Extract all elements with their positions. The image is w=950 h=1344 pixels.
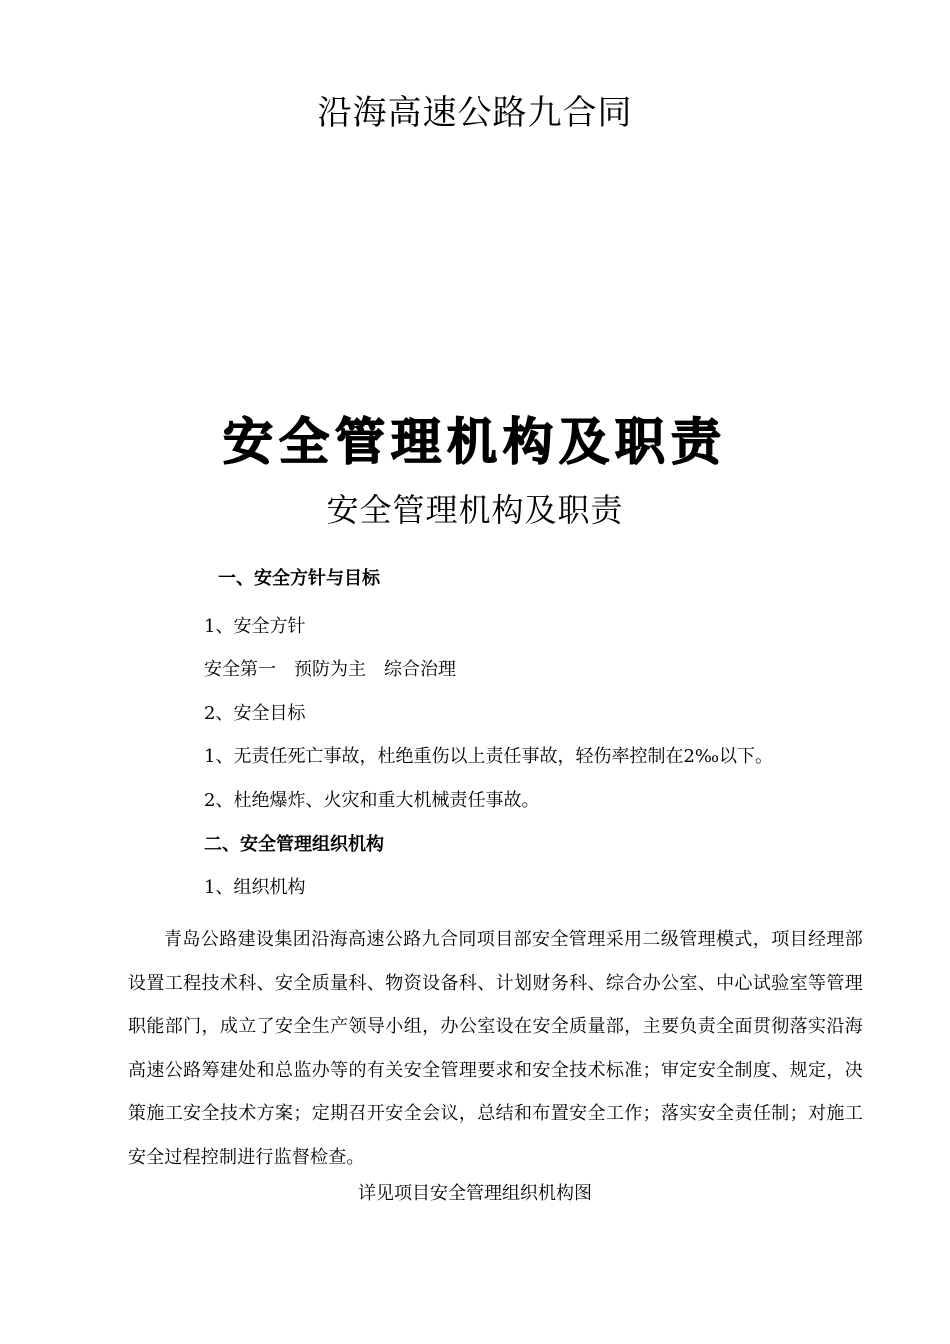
project-title: 沿海高速公路九合同: [317, 93, 633, 133]
org-paragraph: 青岛公路建设集团沿海高速公路九合同项目部安全管理采用二级管理模式，项目经理部设置工程技术科、安全质量科、物资设备科、计划财务科、综合办公室、中心试验室等管理职能部门，成立了安全生产领导小组，办公室设在安全质量部，主要负责全面贯彻落实沿海高速公路筹建处和总监办等的有关安全管理要求和安全技术标准；审定安全制度、规定，决策施工安全技术方案；定期召开安全会议，总结和布置安全工作；落实安全责任制；对施工安全过程控制进行监督检查。: [128, 929, 863, 1168]
policy-label: 1、安全方针: [204, 616, 306, 637]
section1-heading: 一、安全方针与目标: [218, 568, 380, 589]
main-title: 安全管理机构及职责: [223, 413, 727, 471]
org-chart-caption: 详见项目安全管理组织机构图: [358, 1183, 592, 1204]
goal-item-1: 1、无责任死亡事故，杜绝重伤以上责任事故，轻伤率控制在2‰以下。: [204, 746, 774, 767]
section2-heading: 二、安全管理组织机构: [204, 834, 384, 855]
org-label: 1、组织机构: [204, 877, 306, 898]
policy-text: 安全第一 预防为主 综合治理: [204, 659, 456, 680]
goal-label: 2、安全目标: [204, 703, 306, 724]
subtitle: 安全管理机构及职责: [326, 491, 624, 529]
goal-item-2: 2、杜绝爆炸、火灾和重大机械责任事故。: [204, 790, 540, 811]
